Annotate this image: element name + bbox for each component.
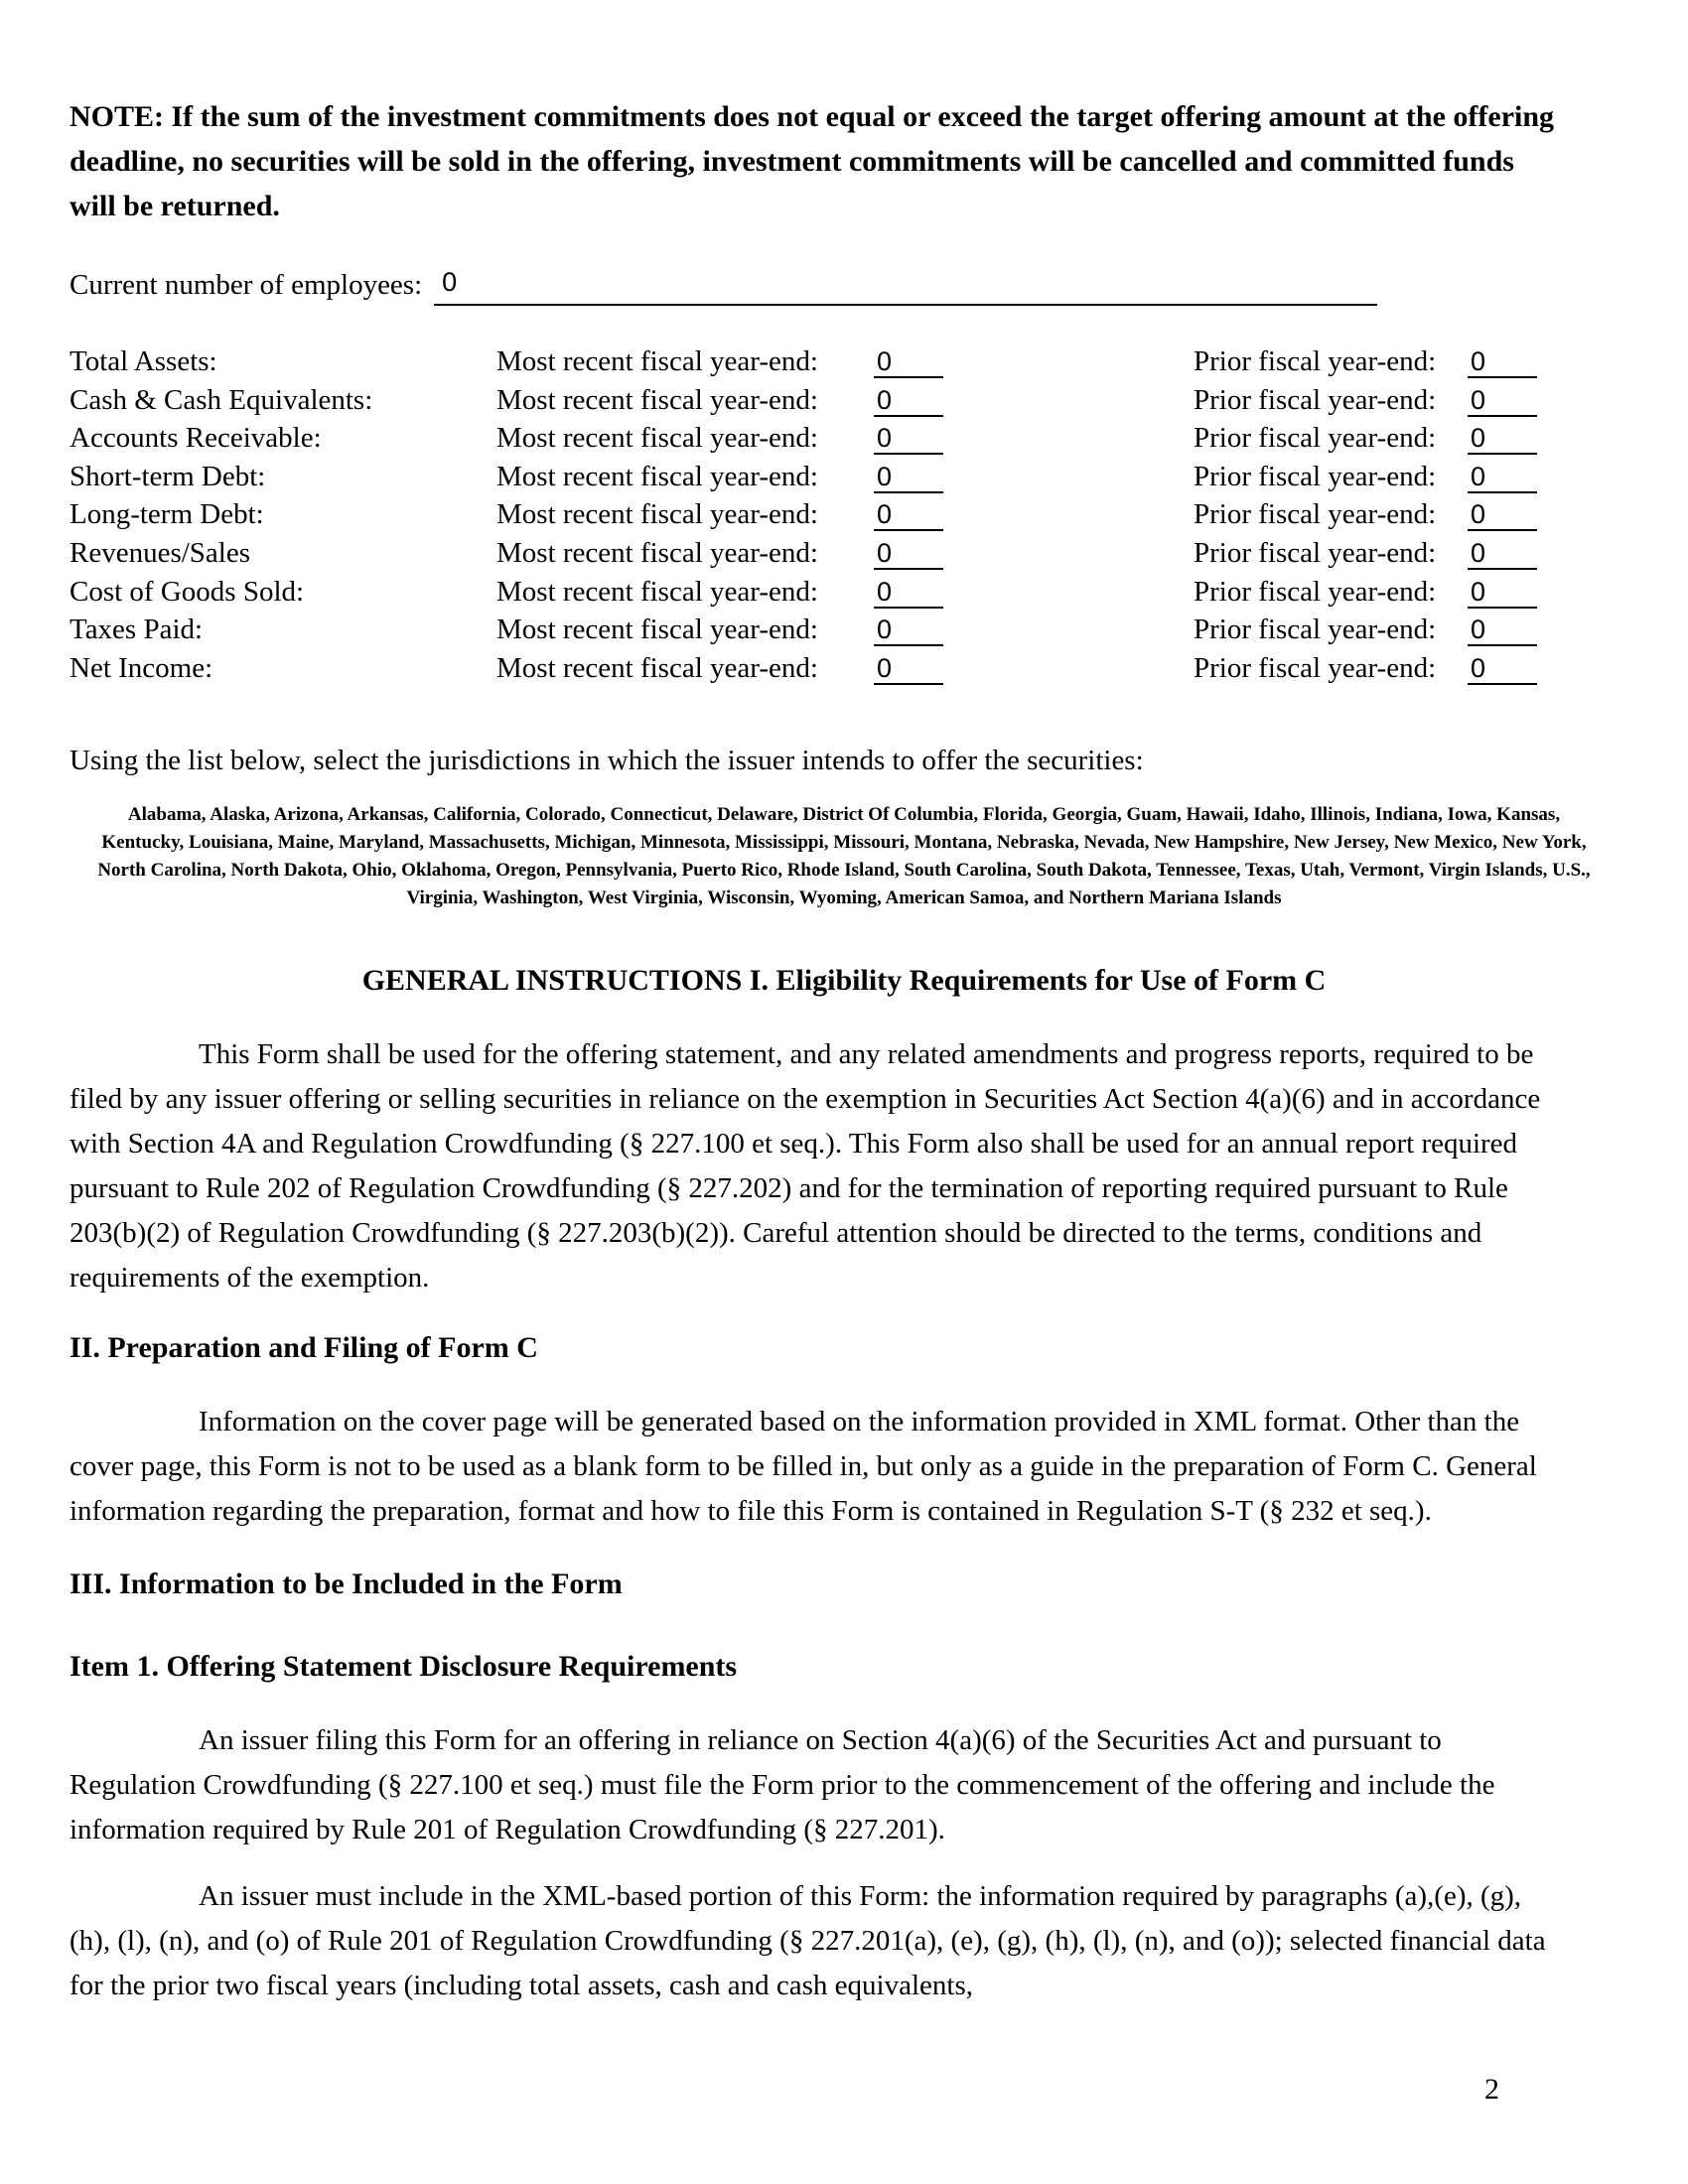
note-paragraph: NOTE: If the sum of the investment commitments does not equal or exceed the target offering amount at the offering deadline, no securities will be sold in the offering, investment commitments will be cancelled and committed funds will be returned. (70, 100, 1555, 222)
prior-label: Prior fiscal year-end: (1194, 498, 1437, 531)
prior-label: Prior fiscal year-end: (1194, 383, 1437, 416)
most-recent-value-field[interactable]: 0 (874, 538, 943, 570)
most-recent-value-field[interactable]: 0 (874, 462, 943, 493)
prior-label: Prior fiscal year-end: (1194, 460, 1437, 492)
heading-information-included: III. Information to be Included in the Form (70, 1568, 623, 1601)
prior-value-field[interactable]: 0 (1468, 614, 1537, 646)
prior-value-field[interactable]: 0 (1468, 499, 1537, 531)
table-row-long-term-debt (70, 498, 1618, 537)
employees-value-field[interactable] (434, 258, 1377, 306)
employees-value: 0 (442, 267, 458, 297)
prior-label: Prior fiscal year-end: (1194, 575, 1437, 608)
general-instructions-heading: GENERAL INSTRUCTIONS I. Eligibility Requirements for Use of Form C (361, 964, 1327, 998)
row-label: Long-term Debt: (70, 498, 264, 531)
most-recent-value-field[interactable]: 0 (874, 423, 943, 455)
prior-value-field[interactable]: 0 (1468, 653, 1537, 685)
prior-label: Prior fiscal year-end: (1194, 614, 1437, 646)
most-recent-label: Most recent fiscal year-end: (496, 536, 818, 569)
prior-label: Prior fiscal year-end: (1194, 422, 1437, 455)
most-recent-label: Most recent fiscal year-end: (496, 422, 818, 455)
most-recent-label: Most recent fiscal year-end: (496, 345, 818, 377)
prior-value-field[interactable]: 0 (1468, 462, 1537, 493)
table-row-cash-equivalents (70, 384, 1618, 423)
page-number: 2 (1484, 2073, 1499, 2106)
jurisdictions-list: Alabama, Alaska, Arizona, Arkansas, California, Colorado, Connecticut, Delaware, District Of Columbia, Florida, Georgia, Guam, Hawaii, Idaho, Illinois, Indiana, Iowa, Kansas, Kentucky, Louisiana, Maine, Maryland, Massachusetts, Michigan, Minnesota, Mississippi, Missouri, Montana, Nebraska, Nevada, New Hampshire, New Jersey, New Mexico, New York, North Carolina, North Dakota, Ohio, Oklahoma, Oregon, Pennsylvania, Puerto Rico, Rhode Island, South Carolina, South Dakota, Tennessee, Texas, Utah, Vermont, Virgin Islands, U.S., Virginia, Washington, West Virginia, Wisconsin, Wyoming, American Samoa, and Northern Mariana Islands (97, 804, 1591, 909)
item1-paragraph-2: An issuer must include in the XML-based portion of this Form: the information required by paragraphs (a),(e), (g), (h), (l), (n), and (o) of Rule 201 of Regulation Crowdfunding (§ 227.201(a), (e), (g), (h), (l), (n), and (o)); selected financial data for the prior two fiscal years (including total assets, cash and cash equivalents, (70, 1880, 1546, 2002)
prior-value-field[interactable]: 0 (1468, 577, 1537, 609)
jurisdictions-intro: Using the list below, select the jurisdictions in which the issuer intends to offer the securities: (70, 745, 1144, 777)
row-label: Cost of Goods Sold: (70, 575, 305, 608)
most-recent-label: Most recent fiscal year-end: (496, 614, 818, 646)
prior-value-field[interactable]: 0 (1468, 385, 1537, 417)
row-label: Accounts Receivable: (70, 422, 322, 455)
table-row-accounts-receivable (70, 422, 1618, 461)
table-row-net-income (70, 652, 1618, 691)
employees-label: Current number of employees: (70, 269, 423, 301)
prior-value-field[interactable]: 0 (1468, 346, 1537, 378)
preparation-paragraph: Information on the cover page will be generated based on the information provided in XML format. Other than the cover page, this Form is not to be used as a blank form to be filled in, but only as a guide in the preparation of Form C. General information regarding the preparation, format and how to file this Form is contained in Regulation S-T (§ 232 et seq.). (70, 1406, 1537, 1528)
most-recent-value-field[interactable]: 0 (874, 499, 943, 531)
prior-value-field[interactable]: 0 (1468, 423, 1537, 455)
row-label: Revenues/Sales (70, 536, 251, 569)
item1-paragraph-1: An issuer filing this Form for an offering in reliance on Section 4(a)(6) of the Securities Act and pursuant to Regulation Crowdfunding (§ 227.100 et seq.) must file the Form prior to the commencement of the offering and include the information required by Rule 201 of Regulation Crowdfunding (§ 227.201). (70, 1724, 1495, 1846)
table-row-cost-of-goods-sold (70, 576, 1618, 614)
table-row-taxes-paid (70, 614, 1618, 652)
most-recent-value-field[interactable]: 0 (874, 614, 943, 646)
prior-label: Prior fiscal year-end: (1194, 651, 1437, 684)
row-label: Cash & Cash Equivalents: (70, 383, 373, 416)
most-recent-value-field[interactable]: 0 (874, 346, 943, 378)
most-recent-label: Most recent fiscal year-end: (496, 460, 818, 492)
most-recent-value-field[interactable]: 0 (874, 385, 943, 417)
row-label: Taxes Paid: (70, 614, 204, 646)
most-recent-label: Most recent fiscal year-end: (496, 383, 818, 416)
row-label: Total Assets: (70, 345, 217, 377)
prior-value-field[interactable]: 0 (1468, 538, 1537, 570)
most-recent-value-field[interactable]: 0 (874, 653, 943, 685)
most-recent-label: Most recent fiscal year-end: (496, 498, 818, 531)
heading-preparation-filing: II. Preparation and Filing of Form C (70, 1331, 538, 1365)
eligibility-paragraph: This Form shall be used for the offering statement, and any related amendments and progress reports, required to be filed by any issuer offering or selling securities in reliance on the exemption in Securities Act Section 4(a)(6) and in accordance with Section 4A and Regulation Crowdfunding (§ 227.100 et seq.). This Form also shall be used for an annual report required pursuant to Rule 202 of Regulation Crowdfunding (§ 227.202) and for the termination of reporting required pursuant to Rule 203(b)(2) of Regulation Crowdfunding (§ 227.203(b)(2)). Careful attention should be directed to the terms, conditions and requirements of the exemption. (70, 1038, 1541, 1295)
prior-label: Prior fiscal year-end: (1194, 345, 1437, 377)
most-recent-label: Most recent fiscal year-end: (496, 651, 818, 684)
financial-data-table (70, 345, 1618, 690)
table-row-short-term-debt (70, 461, 1618, 499)
most-recent-value-field[interactable]: 0 (874, 577, 943, 609)
heading-item1: Item 1. Offering Statement Disclosure Requirements (70, 1650, 738, 1684)
row-label: Short-term Debt: (70, 460, 266, 492)
employees-row (70, 258, 1618, 306)
most-recent-label: Most recent fiscal year-end: (496, 575, 818, 608)
row-label: Net Income: (70, 651, 213, 684)
table-row-total-assets (70, 345, 1618, 384)
prior-label: Prior fiscal year-end: (1194, 536, 1437, 569)
table-row-revenues-sales (70, 537, 1618, 576)
